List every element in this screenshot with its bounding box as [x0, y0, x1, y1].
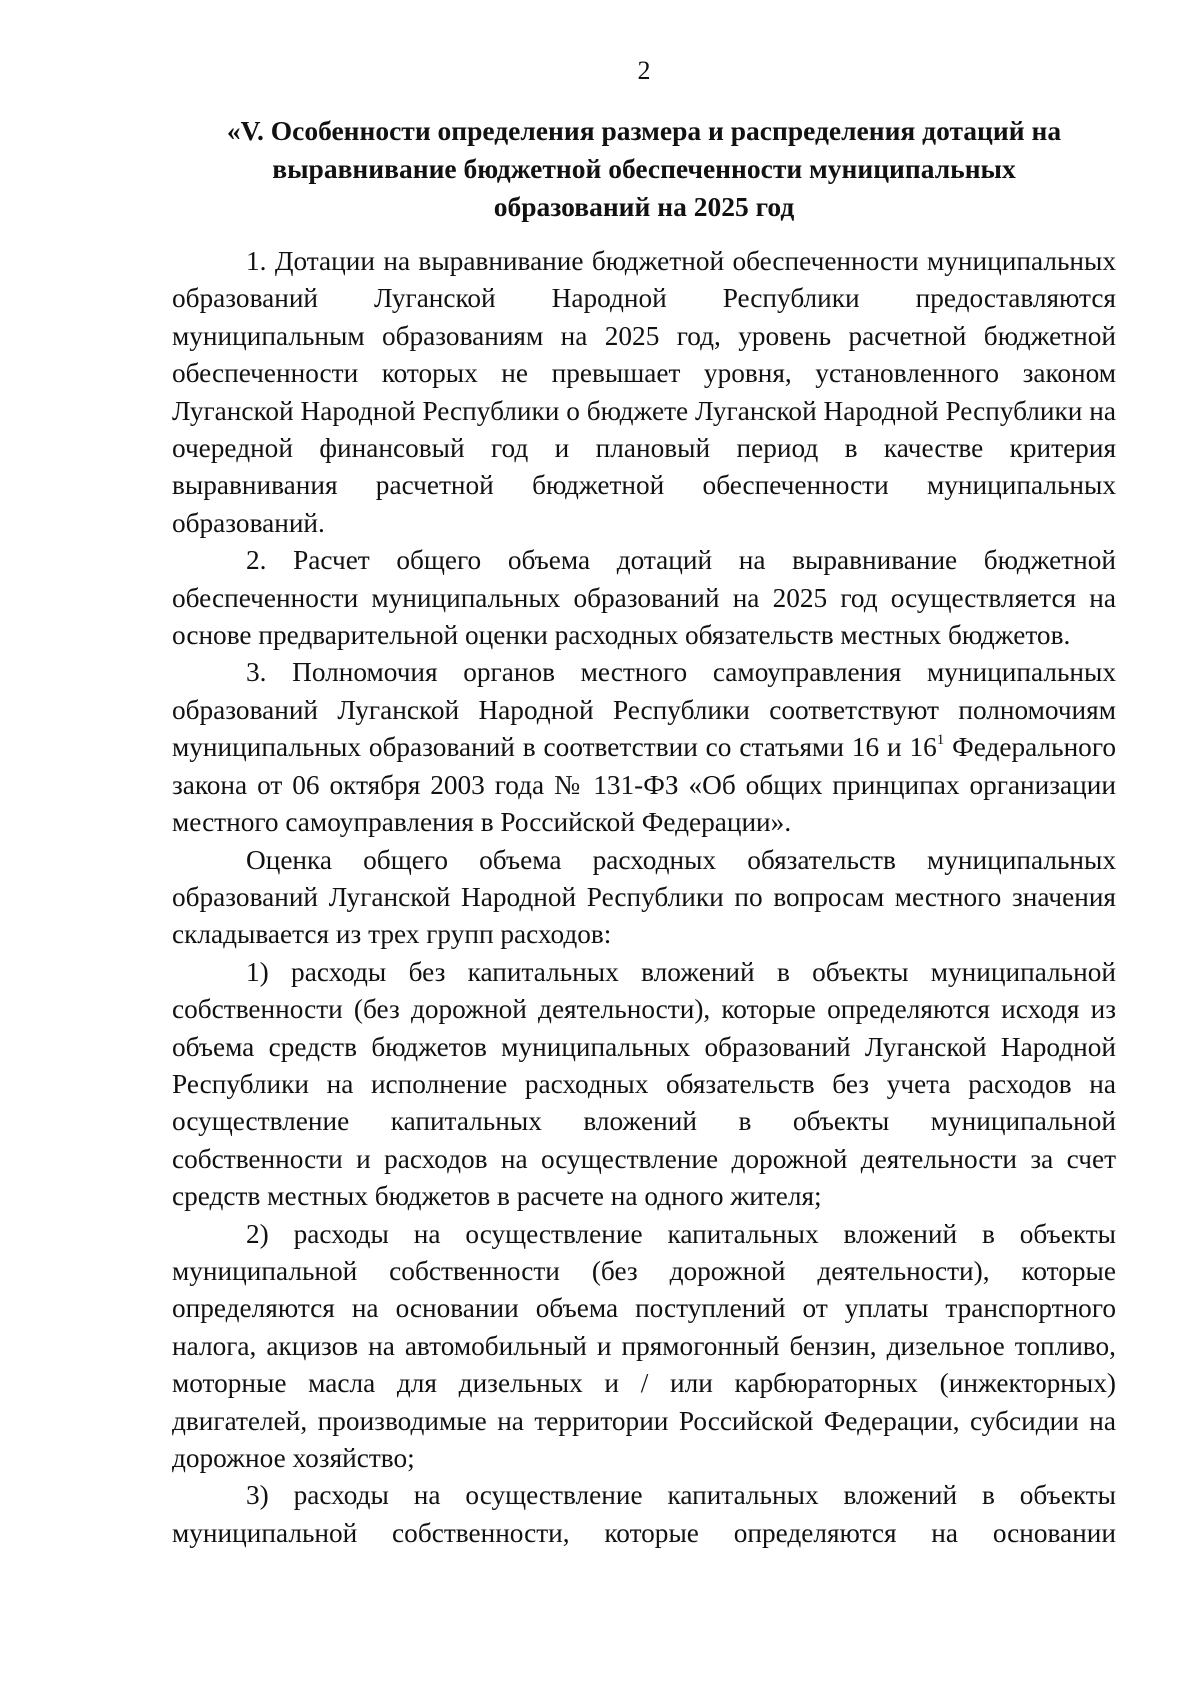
document-body — [172, 243, 1116, 1552]
list-item-3: 3) расходы на осуществление капитальных вложений в объекты муниципальной собственности, которые определяются на основании — [172, 1480, 1116, 1548]
paragraph-1: 1. Дотации на выравнивание бюджетной обеспеченности муниципальных образований Луганской Народной Республики предоставляются муниципальным образованиям на 2025 год, уровень расчетной бюджетной обеспеченности которых не превышает уровня, установленного законом Луганской Народной Республики о бюджете Луганской Народной Республики на очередной финансовый год и плановый период в качестве критерия выравнивания расчетной бюджетной обеспеченности муниципальных образований. — [172, 246, 1116, 538]
paragraph-3-text-start: 3. Полномочия органов местного самоуправления муниципальных образований Луганской Народной Республики соответствуют полномочиям муниципальных образований в соответствии со статьями 16 и 16 — [172, 657, 1116, 763]
list-item-2: 2) расходы на осуществление капитальных вложений в объекты муниципальной собственности (без дорожной деятельности), которые определяются на основании объема поступлений от уплаты транспортного налога, акцизов на автомобильный и прямогонный бензин, дизельное топливо, моторные масла для дизельных и / или карбюраторных (инжекторных) двигателей, производимые на территории Российской Федерации, субсидии на дорожное хозяйство; — [172, 1218, 1116, 1473]
superscript-marker: 1 — [936, 732, 945, 749]
section-heading: «V. Особенности определения размера и распределения дотаций на выравнивание бюджетной обеспеченности муниципальных образований на 2025 год — [226, 115, 1062, 222]
paragraph-2: 2. Расчет общего объема дотаций на выравнивание бюджетной обеспеченности муниципальных образований на 2025 год осуществляется на основе предварительной оценки расходных обязательств местных бюджетов. — [172, 545, 1116, 651]
list-item-1: 1) расходы без капитальных вложений в объекты муниципальной собственности (без дорожной деятельности), которые определяются исходя из объема средств бюджетов муниципальных образований Луганской Народной Республики на исполнение расходных обязательств без учета расходов на осуществление капитальных вложений в объекты муниципальной собственности и расходов на осуществление дорожной деятельности за счет средств местных бюджетов в расчете на одного жителя; — [172, 956, 1116, 1212]
paragraph-3-text-end: Федерального закона от 06 октября 2003 года № 131-ФЗ «Об общих принципах организации местного самоуправления в Российской Федерации». — [172, 732, 1116, 838]
paragraph-4: Оценка общего объема расходных обязательств муниципальных образований Луганской Народной Республики по вопросам местного значения складывается из трех групп расходов: — [172, 844, 1116, 950]
page-number: 2 — [637, 56, 651, 85]
paragraph-3 — [172, 654, 1116, 841]
